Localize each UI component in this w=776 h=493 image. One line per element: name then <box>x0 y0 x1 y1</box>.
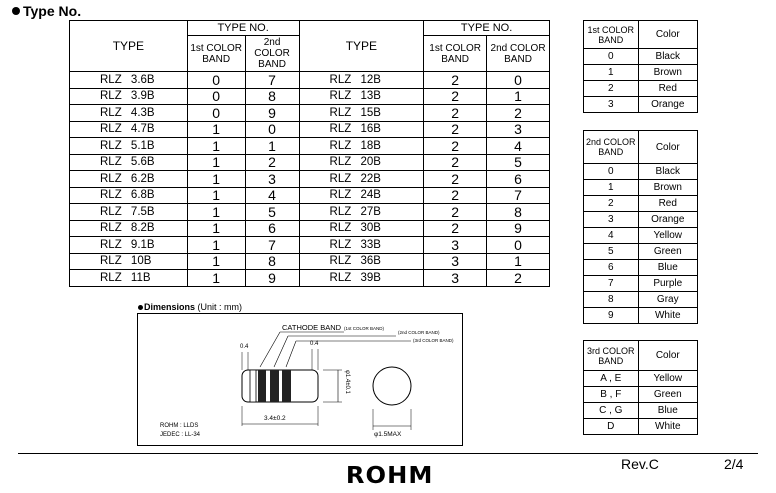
model-cell: RLZ 39B <box>299 270 424 287</box>
table-row <box>584 212 698 228</box>
color-cell: Black <box>638 49 697 65</box>
table-row <box>584 196 698 212</box>
code-cell: 9 <box>584 308 639 324</box>
band2-cell: 0 <box>487 237 550 254</box>
band1-cell: 1 <box>187 237 245 254</box>
color-cell: Red <box>638 196 697 212</box>
band1-cell: 1 <box>187 121 245 138</box>
code-cell: 1 <box>584 180 639 196</box>
bullet-icon <box>138 305 143 310</box>
code-cell: D <box>584 419 639 435</box>
band2-cell: 7 <box>245 237 299 254</box>
band2-cell: 2 <box>245 154 299 171</box>
band1-cell: 1 <box>187 270 245 287</box>
band2-cell: 3 <box>487 121 550 138</box>
model-cell: RLZ 6.2B <box>70 171 188 188</box>
dimensions-label: Dimensions <box>144 302 196 312</box>
model-cell: RLZ 15B <box>299 105 424 122</box>
color-cell: Yellow <box>638 371 697 387</box>
band1-table-header: 1st COLOR BAND <box>584 21 639 49</box>
second-band-note: (2nd COLOR BAND) <box>398 330 440 335</box>
jedec-package: JEDEC : LL-34 <box>160 432 201 438</box>
table-row <box>584 97 698 113</box>
model-cell: RLZ 22B <box>299 171 424 188</box>
table-row <box>70 204 550 221</box>
model-cell: RLZ 10B <box>70 253 188 270</box>
band2-cell: 4 <box>245 187 299 204</box>
type-header-left: TYPE <box>70 21 188 72</box>
third-color-band-table <box>583 340 698 435</box>
second-color-band-table <box>583 130 698 324</box>
type-header-right: TYPE <box>299 21 424 72</box>
code-cell: 6 <box>584 260 639 276</box>
band1-rows <box>584 49 698 113</box>
dim-04-left: 0.4 <box>240 344 249 350</box>
table-row <box>584 403 698 419</box>
band1-cell: 0 <box>187 72 245 89</box>
table-row <box>584 244 698 260</box>
band2-header-right: 2nd COLOR BAND <box>487 36 550 72</box>
band2-rows <box>584 164 698 324</box>
type-number-rows <box>70 72 550 287</box>
color-cell: White <box>638 419 697 435</box>
table-row <box>584 81 698 97</box>
band1-cell: 1 <box>187 204 245 221</box>
table-row <box>70 187 550 204</box>
band1-cell: 2 <box>424 154 487 171</box>
table-row <box>70 121 550 138</box>
band2-cell: 6 <box>487 171 550 188</box>
model-cell: RLZ 5.6B <box>70 154 188 171</box>
table-row <box>584 387 698 403</box>
table-row <box>584 371 698 387</box>
diode-end-view <box>373 367 411 405</box>
model-cell: RLZ 18B <box>299 138 424 155</box>
dim-length: 3.4±0.2 <box>264 415 286 422</box>
color-cell: Red <box>638 81 697 97</box>
color-band-1 <box>258 370 266 402</box>
color-cell: Orange <box>638 97 697 113</box>
color-band-3 <box>282 370 291 402</box>
third-band-note: (3rd COLOR BAND) <box>413 338 454 343</box>
code-cell: 2 <box>584 81 639 97</box>
model-cell: RLZ 30B <box>299 220 424 237</box>
dim-lead: φ1.5MAX <box>374 431 402 438</box>
color-cell: Blue <box>638 403 697 419</box>
model-cell: RLZ 5.1B <box>70 138 188 155</box>
band2-cell: 8 <box>245 88 299 105</box>
code-cell: 3 <box>584 212 639 228</box>
dimensions-unit: (Unit : mm) <box>197 302 243 312</box>
code-cell: 3 <box>584 97 639 113</box>
table-row <box>70 253 550 270</box>
code-cell: 7 <box>584 276 639 292</box>
dimensions-title <box>138 302 242 312</box>
band1-cell: 2 <box>424 171 487 188</box>
band2-cell: 8 <box>487 204 550 221</box>
table-row <box>584 49 698 65</box>
band1-cell: 2 <box>424 187 487 204</box>
band1-cell: 2 <box>424 204 487 221</box>
color-cell: Black <box>638 164 697 180</box>
band1-cell: 2 <box>424 88 487 105</box>
band1-cell: 2 <box>424 72 487 89</box>
color-cell: Gray <box>638 292 697 308</box>
page-number: 2/4 <box>724 456 744 472</box>
table-row <box>584 65 698 81</box>
table-row <box>584 228 698 244</box>
band2-cell: 5 <box>487 154 550 171</box>
table-row <box>584 276 698 292</box>
code-cell: 5 <box>584 244 639 260</box>
first-band-note: (1st COLOR BAND) <box>344 326 385 331</box>
model-cell: RLZ 33B <box>299 237 424 254</box>
model-cell: RLZ 4.3B <box>70 105 188 122</box>
type-no-header-left: TYPE NO. <box>187 21 299 36</box>
model-cell: RLZ 6.8B <box>70 187 188 204</box>
band1-cell: 1 <box>187 187 245 204</box>
band1-cell: 1 <box>187 253 245 270</box>
revision-label: Rev.C <box>621 456 659 472</box>
section-title <box>12 3 81 19</box>
band2-cell: 6 <box>245 220 299 237</box>
band2-cell: 3 <box>245 171 299 188</box>
color-cell: Blue <box>638 260 697 276</box>
band1-header-right: 1st COLOR BAND <box>424 36 487 72</box>
color-cell: Brown <box>638 180 697 196</box>
band2-cell: 1 <box>487 253 550 270</box>
band1-cell: 0 <box>187 105 245 122</box>
band2-cell: 9 <box>487 220 550 237</box>
model-cell: RLZ 24B <box>299 187 424 204</box>
band1-cell: 1 <box>187 220 245 237</box>
band2-cell: 8 <box>245 253 299 270</box>
color-cell: Brown <box>638 65 697 81</box>
band1-cell: 1 <box>187 171 245 188</box>
model-cell: RLZ 13B <box>299 88 424 105</box>
band2-cell: 7 <box>245 72 299 89</box>
model-cell: RLZ 3.6B <box>70 72 188 89</box>
model-cell: RLZ 9.1B <box>70 237 188 254</box>
table-row <box>70 72 550 89</box>
table-row <box>70 237 550 254</box>
band2-color-header: Color <box>638 131 697 164</box>
rohm-package: ROHM : LLDS <box>160 423 199 429</box>
band2-header-left: 2nd COLOR BAND <box>245 36 299 72</box>
model-cell: RLZ 11B <box>70 270 188 287</box>
dimensions-drawing <box>138 314 464 447</box>
band3-color-header: Color <box>638 341 697 371</box>
table-row <box>70 171 550 188</box>
code-cell: 8 <box>584 292 639 308</box>
color-cell: Yellow <box>638 228 697 244</box>
table-row <box>584 419 698 435</box>
band1-cell: 3 <box>424 270 487 287</box>
color-cell: White <box>638 308 697 324</box>
band2-cell: 0 <box>245 121 299 138</box>
band2-cell: 1 <box>245 138 299 155</box>
table-row <box>584 164 698 180</box>
band1-cell: 3 <box>424 253 487 270</box>
dim-diameter: φ1.4±0.1 <box>344 370 350 394</box>
band1-cell: 1 <box>187 138 245 155</box>
table-row <box>70 105 550 122</box>
cathode-band-label: CATHODE BAND <box>282 323 342 332</box>
model-cell: RLZ 7.5B <box>70 204 188 221</box>
band2-cell: 7 <box>487 187 550 204</box>
band2-cell: 1 <box>487 88 550 105</box>
band2-cell: 5 <box>245 204 299 221</box>
band1-cell: 3 <box>424 237 487 254</box>
color-cell: Orange <box>638 212 697 228</box>
color-cell: Purple <box>638 276 697 292</box>
band1-header-left: 1st COLOR BAND <box>187 36 245 72</box>
code-cell: 0 <box>584 164 639 180</box>
table-row <box>70 154 550 171</box>
band1-cell: 2 <box>424 105 487 122</box>
model-cell: RLZ 12B <box>299 72 424 89</box>
code-cell: 2 <box>584 196 639 212</box>
band1-cell: 2 <box>424 138 487 155</box>
code-cell: 0 <box>584 49 639 65</box>
band2-table-header: 2nd COLOR BAND <box>584 131 639 164</box>
color-cell: Green <box>638 387 697 403</box>
model-cell: RLZ 4.7B <box>70 121 188 138</box>
table-row <box>584 260 698 276</box>
section-title-text: Type No. <box>23 3 82 19</box>
band1-cell: 1 <box>187 154 245 171</box>
model-cell: RLZ 27B <box>299 204 424 221</box>
type-number-table <box>69 20 550 287</box>
type-no-header-right: TYPE NO. <box>424 21 550 36</box>
table-row <box>584 180 698 196</box>
band1-cell: 0 <box>187 88 245 105</box>
model-cell: RLZ 20B <box>299 154 424 171</box>
model-cell: RLZ 16B <box>299 121 424 138</box>
footer-divider <box>18 453 758 454</box>
band1-cell: 2 <box>424 220 487 237</box>
band3-rows <box>584 371 698 435</box>
bullet-icon <box>12 7 20 15</box>
band2-cell: 9 <box>245 105 299 122</box>
code-cell: 1 <box>584 65 639 81</box>
rohm-logo: ROHM <box>345 463 434 489</box>
band2-cell: 4 <box>487 138 550 155</box>
table-row <box>584 292 698 308</box>
table-row <box>70 88 550 105</box>
table-row <box>70 270 550 287</box>
model-cell: RLZ 3.9B <box>70 88 188 105</box>
table-row <box>70 138 550 155</box>
band2-cell: 9 <box>245 270 299 287</box>
first-color-band-table <box>583 20 698 113</box>
dim-04-right: 0.4 <box>310 341 319 347</box>
band2-cell: 2 <box>487 105 550 122</box>
dimensions-drawing-box <box>137 313 463 446</box>
code-cell: A , E <box>584 371 639 387</box>
code-cell: B , F <box>584 387 639 403</box>
color-cell: Green <box>638 244 697 260</box>
band2-cell: 2 <box>487 270 550 287</box>
code-cell: C , G <box>584 403 639 419</box>
model-cell: RLZ 8.2B <box>70 220 188 237</box>
band3-table-header: 3rd COLOR BAND <box>584 341 639 371</box>
band1-color-header: Color <box>638 21 697 49</box>
table-row <box>70 220 550 237</box>
band1-cell: 2 <box>424 121 487 138</box>
color-band-2 <box>270 370 279 402</box>
band2-cell: 0 <box>487 72 550 89</box>
table-row <box>584 308 698 324</box>
code-cell: 4 <box>584 228 639 244</box>
model-cell: RLZ 36B <box>299 253 424 270</box>
